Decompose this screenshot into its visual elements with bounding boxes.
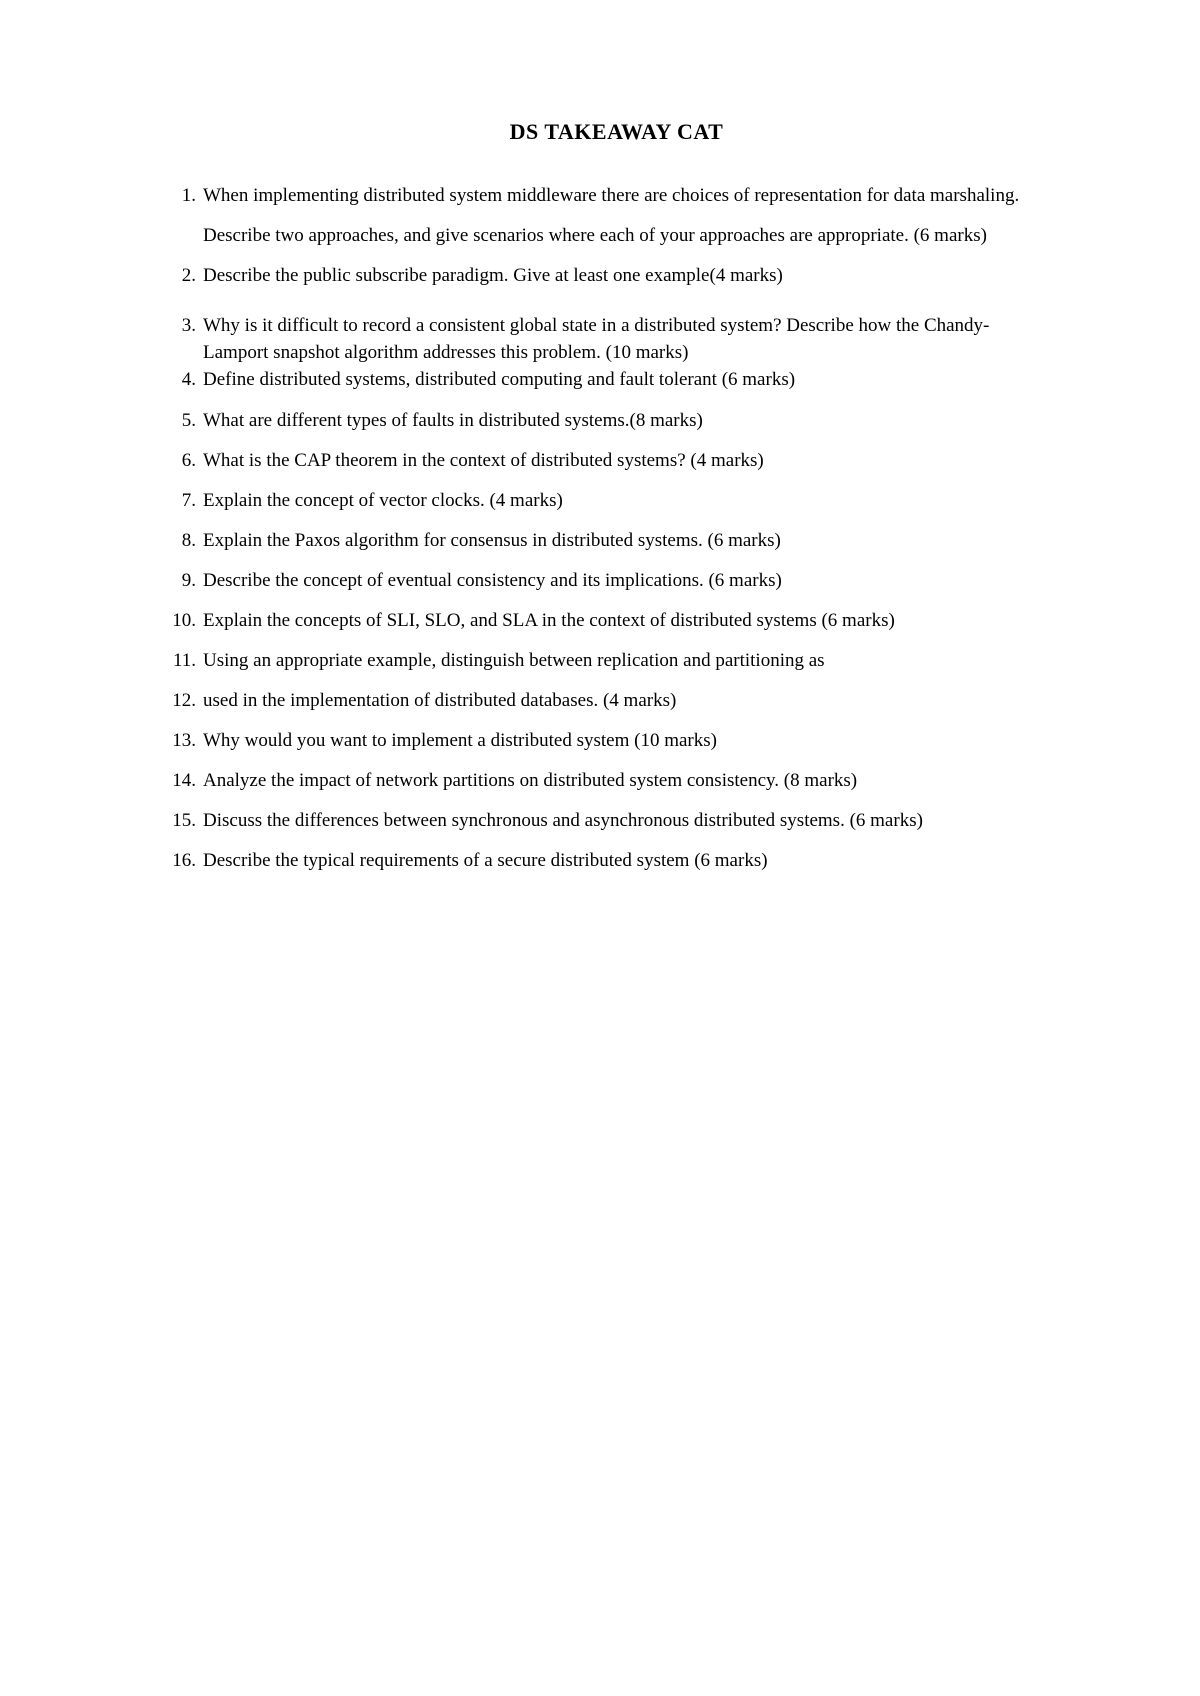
list-item (168, 601, 1200, 641)
item-text: Why would you want to implement a distributed system (10 marks) (203, 730, 717, 751)
list-item (168, 401, 1200, 441)
item-number: 6. (181, 450, 196, 471)
list-item (168, 841, 1200, 881)
item-text: Describe the typical requirements of a secure distributed system (6 marks) (203, 850, 768, 871)
item-number: 15. (172, 810, 196, 831)
list-item (168, 481, 1200, 521)
item-number: 1. (181, 185, 196, 206)
list-item (168, 521, 1200, 561)
list-item (168, 366, 1200, 393)
item-number: 2. (181, 265, 196, 286)
list-item (168, 256, 1200, 296)
item-text: Explain the Paxos algorithm for consensus in distributed systems. (6 marks) (203, 530, 781, 551)
item-number: 14. (172, 770, 196, 791)
list-item (168, 721, 1200, 761)
item-text: Describe the concept of eventual consistency and its implications. (6 marks) (203, 570, 782, 591)
item-number: 16. (172, 850, 196, 871)
item-text: Define distributed systems, distributed computing and fault tolerant (6 marks) (203, 369, 796, 390)
item-text: What is the CAP theorem in the context of distributed systems? (4 marks) (203, 450, 764, 471)
item-number: 13. (172, 730, 196, 751)
item-text: Explain the concept of vector clocks. (4 marks) (203, 490, 563, 511)
item-text: When implementing distributed system middleware there are choices of representation for data marshaling. Describe two approaches, and give scenarios where each of your approaches are appropriate. (6 marks) (203, 185, 1020, 246)
list-item (168, 561, 1200, 601)
item-text: used in the implementation of distributed databases. (4 marks) (203, 690, 677, 711)
item-text: Using an appropriate example, distinguish between replication and partitioning as (203, 650, 825, 671)
list-item (168, 441, 1200, 481)
page-title: DS TAKEAWAY CAT (509, 119, 724, 144)
item-text: Explain the concepts of SLI, SLO, and SLA in the context of distributed systems (6 marks) (203, 610, 895, 631)
item-number: 3. (181, 315, 196, 336)
list-item (168, 681, 1200, 721)
question-list (168, 176, 1200, 881)
item-text: Analyze the impact of network partitions on distributed system consistency. (8 marks) (203, 770, 858, 791)
item-number: 7. (181, 490, 196, 511)
item-text: Why is it difficult to record a consistent global state in a distributed system? Describe how the Chandy-Lamport snapshot algorithm addresses this problem. (10 marks) (203, 315, 990, 363)
item-number: 11. (172, 650, 196, 671)
item-text: Discuss the differences between synchronous and asynchronous distributed systems. (6 marks) (203, 810, 923, 831)
item-number: 8. (181, 530, 196, 551)
item-number: 4. (181, 369, 196, 390)
list-item (168, 176, 1200, 256)
item-text: Describe the public subscribe paradigm. Give at least one example(4 marks) (203, 265, 783, 286)
item-text: What are different types of faults in distributed systems.(8 marks) (203, 410, 703, 431)
item-number: 5. (181, 410, 196, 431)
item-number: 10. (172, 610, 196, 631)
list-item (168, 801, 1200, 841)
list-item (168, 641, 1200, 681)
list-item (168, 312, 1200, 366)
item-number: 9. (181, 570, 196, 591)
item-number: 12. (172, 690, 196, 711)
list-item (168, 761, 1200, 801)
